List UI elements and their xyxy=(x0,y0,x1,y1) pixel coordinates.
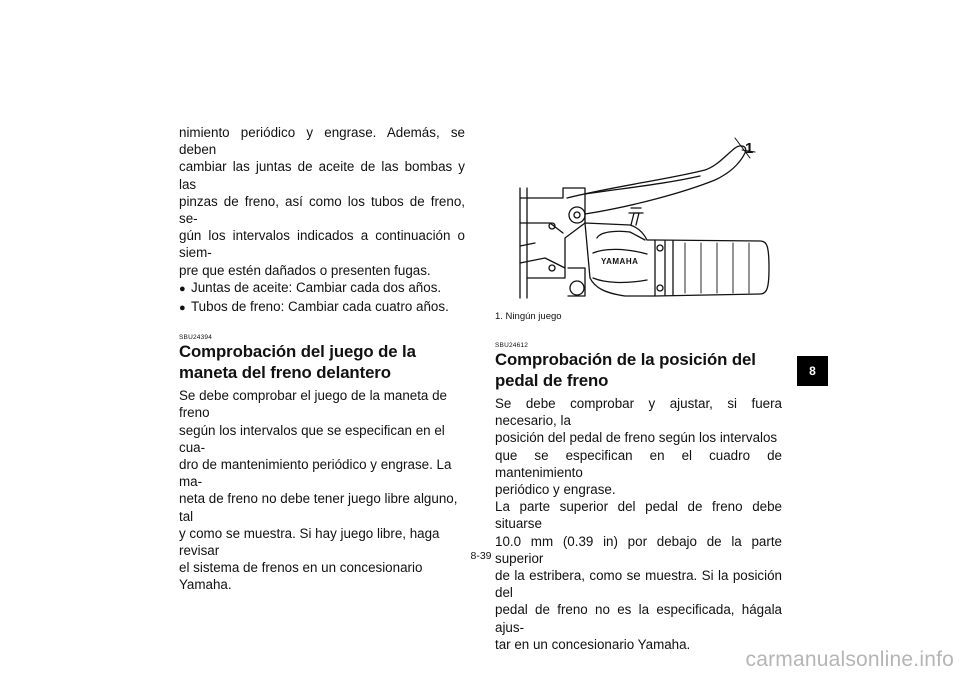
list-item-text: Juntas de aceite: Cambiar cada dos años. xyxy=(191,279,442,295)
bullet-icon: ● xyxy=(179,302,186,315)
text-line: Se debe comprobar y ajustar, si fuera necesario, la xyxy=(495,396,782,429)
text-line: de la estribera, como se muestra. Si la posición del xyxy=(495,568,782,601)
bullet-icon: ● xyxy=(179,282,186,295)
text-line: pinzas de freno, así como los tubos de freno, se- xyxy=(179,193,465,227)
section-code: SBU24612 xyxy=(495,342,529,349)
text-line: pedal de freno no es la especificada, hágala ajus- xyxy=(495,602,782,635)
left-column xyxy=(179,124,465,594)
text-line: gún los intervalos indicados a continuación o siem- xyxy=(179,228,465,261)
text-line: que se especifican en el cuadro de mantenimiento xyxy=(495,447,782,480)
brand-label: YAMAHA xyxy=(601,257,639,266)
text-line: Se debe comprobar el juego de la maneta de freno xyxy=(179,388,447,421)
body-paragraph xyxy=(179,387,465,593)
text-line: tar en un concesionario Yamaha. xyxy=(495,636,691,652)
text-line: cambiar las juntas de aceite de las bombas y las xyxy=(179,159,465,192)
text-line: según los intervalos que se especifican en el cua- xyxy=(179,422,445,455)
section-heading: Comprobación de la posición del pedal de freno xyxy=(495,350,756,390)
chapter-tab: 8 xyxy=(797,356,828,386)
text-line: pre que estén dañados o presenten fugas. xyxy=(179,262,431,278)
text-line: neta de freno no debe tener juego libre alguno, tal xyxy=(179,491,458,524)
page-number: 8-39 xyxy=(470,550,492,562)
text-line: el sistema de frenos en un concesionario Yamaha. xyxy=(179,560,423,593)
text-line: dro de mantenimiento periódico y engrase. La ma- xyxy=(179,457,452,490)
body-paragraph xyxy=(495,395,782,653)
section-heading: Comprobación del juego de la maneta del freno delantero xyxy=(179,342,416,382)
right-column xyxy=(495,342,782,653)
callout-number: 1 xyxy=(745,140,754,157)
text-line: nimiento periódico y engrase. Además, se deben xyxy=(179,125,465,158)
text-line: La parte superior del pedal de freno debe situarse xyxy=(495,499,782,532)
list-item xyxy=(179,298,465,317)
text-line: 10.0 mm (0.39 in) por debajo de la parte superior xyxy=(495,533,782,566)
watermark: carmanualsonline.info xyxy=(745,648,954,671)
list-item xyxy=(179,279,465,298)
text-line: y como se muestra. Si hay juego libre, haga revisar xyxy=(179,525,440,559)
figure-caption: 1. Ningún juego xyxy=(495,311,562,322)
brake-lever-illustration xyxy=(505,128,780,303)
intro-paragraph xyxy=(179,124,465,279)
text-line: periódico y engrase. xyxy=(495,482,616,498)
list-item-text: Tubos de freno: Cambiar cada cuatro años. xyxy=(191,299,449,315)
section-code: SBU24394 xyxy=(179,334,213,342)
text-line: posición del pedal de freno según los intervalos xyxy=(495,430,778,446)
